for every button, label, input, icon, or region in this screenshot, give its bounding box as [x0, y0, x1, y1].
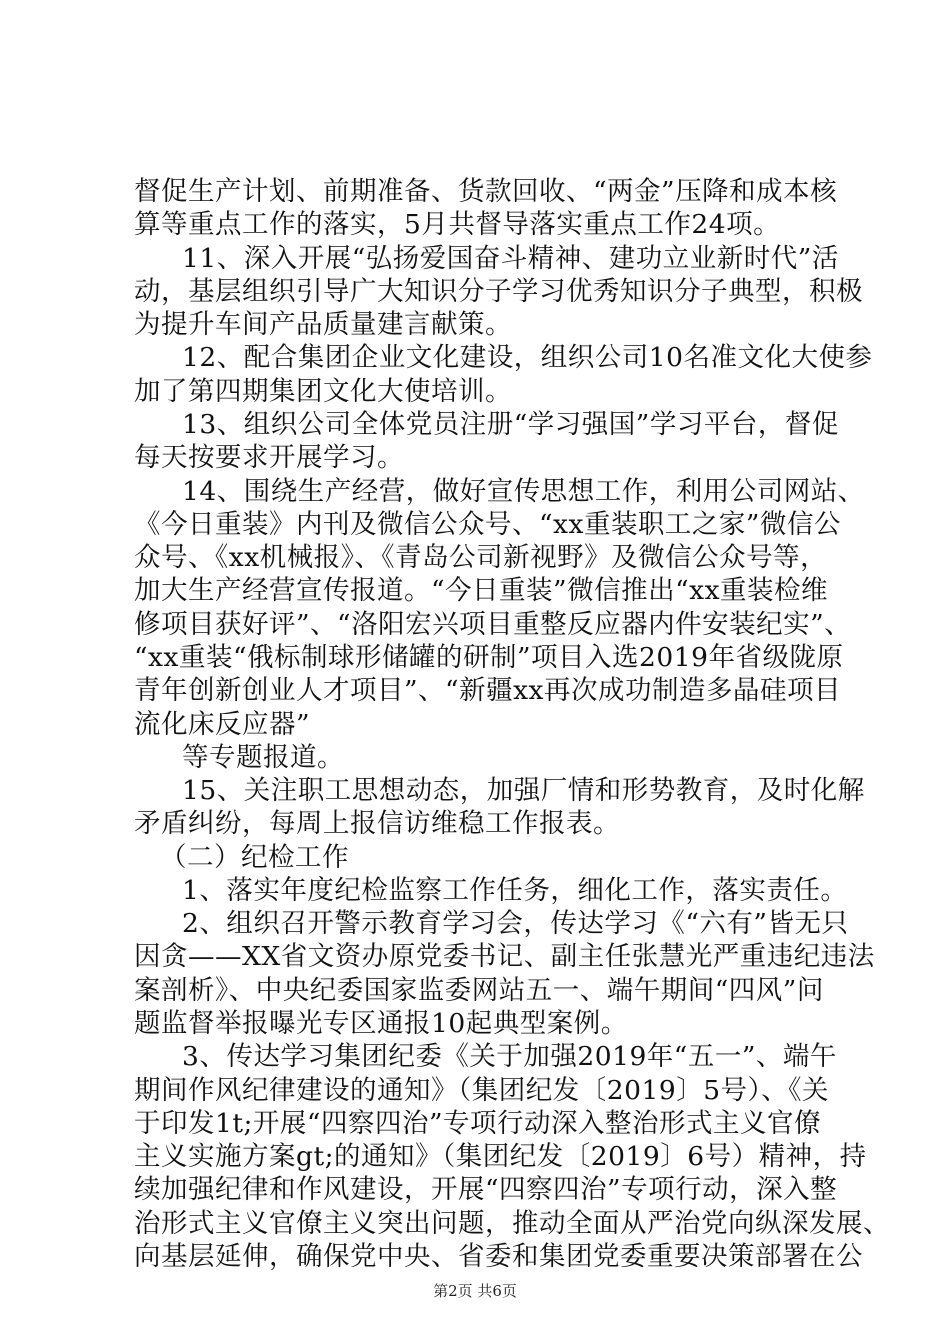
text-line: 算等重点工作的落实，5月共督导落实重点工作24项。	[134, 209, 781, 240]
text-line: 流化床反应器”	[134, 709, 311, 740]
text-line: 因贪——XX省文资办原党委书记、副主任张慧光严重违纪违法	[134, 941, 875, 972]
text-line: 为提升车间产品质量建言献策。	[134, 309, 512, 340]
text-line: 主义实施方案gt;的通知》（集团纪发〔2019〕6号）精神，持	[134, 1141, 867, 1172]
text-line: “xx重装“俄标制球形储罐的研制”项目入选2019年省级陇原	[134, 642, 844, 673]
text-line: 《今日重装》内刊及微信公众号、“xx重装职工之家”微信公	[134, 509, 841, 540]
text-line: 13、组织公司全体党员注册“学习强国”学习平台，督促	[182, 409, 839, 440]
text-line: 期间作风纪律建设的通知》（集团纪发〔2019〕5号）、《关	[134, 1075, 830, 1106]
text-line: 于印发1t;开展“四察四治”专项行动深入整治形式主义官僚	[134, 1108, 822, 1139]
text-line: 1、落实年度纪检监察工作任务，细化工作，落实责任。	[182, 875, 848, 906]
text-line: 12、配合集团企业文化建设，组织公司10名准文化大使参	[182, 342, 873, 373]
text-line: 向基层延伸，确保党中央、省委和集团党委重要决策部署在公	[134, 1241, 863, 1272]
text-line: 动，基层组织引导广大知识分子学习优秀知识分子典型，积极	[134, 276, 863, 307]
section-heading: （二）纪检工作	[160, 842, 349, 873]
text-line: 督促生产计划、前期准备、货款回收、“两金”压降和成本核	[134, 176, 838, 207]
page-footer: 第2页 共6页	[433, 1282, 517, 1300]
text-line: 每天按要求开展学习。	[134, 442, 404, 473]
text-line: 加了第四期集团文化大使培训。	[134, 376, 512, 407]
text-line: 11、深入开展“弘扬爱国奋斗精神、建功立业新时代”活	[182, 243, 839, 274]
text-line: 修项目获好评”、“洛阳宏兴项目重整反应器内件安装纪实”、	[134, 609, 852, 640]
text-line: 15、关注职工思想动态，加强厂情和形势教育，及时化解	[182, 775, 865, 806]
text-line: 3、传达学习集团纪委《关于加强2019年“五一”、端午	[182, 1041, 837, 1072]
text-line: 14、围绕生产经营，做好宣传思想工作，利用公司网站、	[182, 476, 865, 507]
text-line: 加大生产经营宣传报道。“今日重装”微信推出“xx重装检维	[134, 575, 829, 606]
text-line: 众号、《xx机械报》、《青岛公司新视野》及微信公众号等，	[134, 542, 828, 573]
text-line: 等专题报道。	[182, 742, 344, 773]
text-line: 青年创新创业人才项目”、“新疆xx再次成功制造多晶硅项目	[134, 675, 841, 706]
text-line: 题监督举报曝光专区通报10起典型案例。	[134, 1008, 628, 1039]
text-line: 续加强纪律和作风建设，开展“四察四治”专项行动，深入整	[134, 1174, 838, 1205]
text-line: 治形式主义官僚主义突出问题，推动全面从严治党向纵深发展、	[134, 1208, 890, 1239]
text-line: 矛盾纠纷，每周上报信访维稳工作报表。	[134, 808, 620, 839]
text-line: 案剖析》、中央纪委国家监委网站五一、端午期间“四风”问	[134, 975, 824, 1006]
text-line: 2、组织召开警示教育学习会，传达学习《“六有”皆无只	[182, 908, 849, 939]
